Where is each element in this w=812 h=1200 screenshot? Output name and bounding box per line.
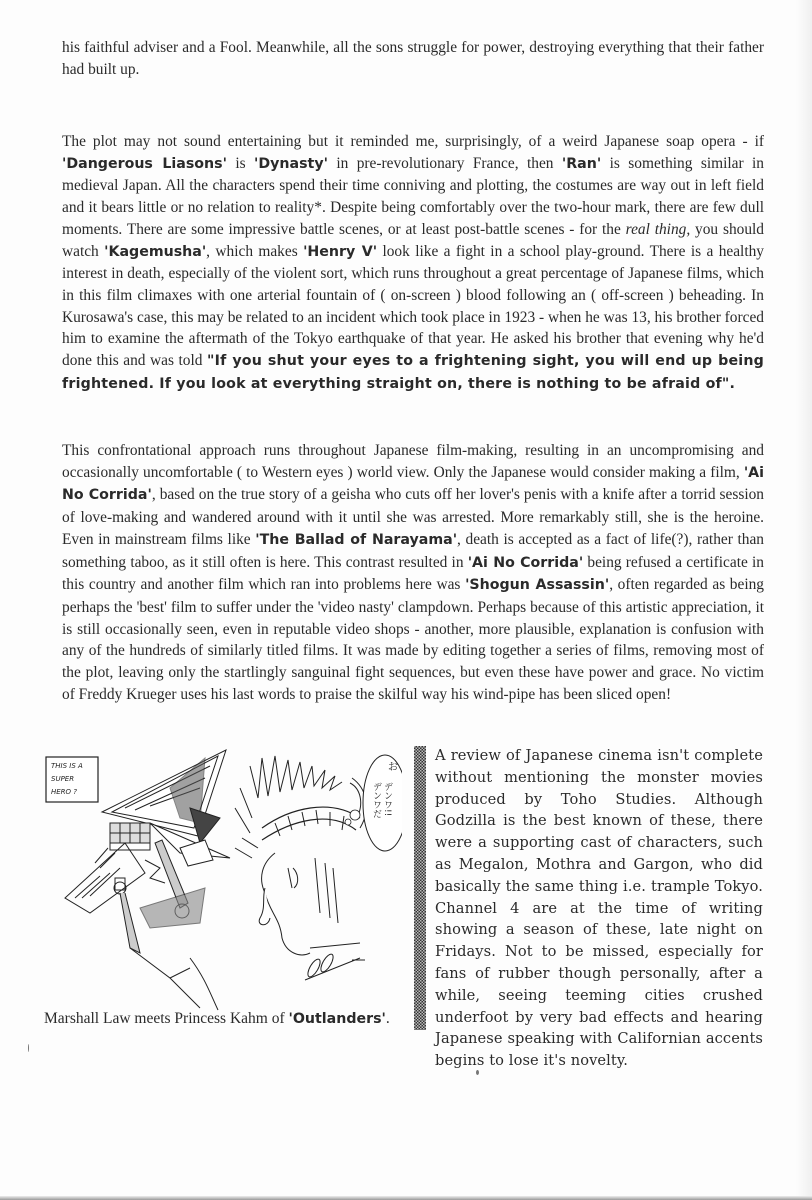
paragraph-2 [62,131,764,395]
film-title: 'The Ballad of Narayama' [255,531,458,548]
film-title: 'Ai No Corrida' [467,554,584,571]
paragraph-2-text [62,131,764,395]
page-edge-shadow [796,0,812,1200]
sidebar-column [435,745,763,1072]
text-run: being refused a certificate in this country and another film which ran into problems here was [62,553,764,594]
speech-line-1: お [388,762,398,773]
caption-box-line-1: THIS IS A [51,762,83,770]
paragraph-1-text: his faithful adviser and a Fool. Meanwhile, all the sons struggle for power, destroying everything that their father had built up. [62,39,764,78]
caption-period: . [385,1010,390,1027]
film-title: 'Dangerous Liasons' [62,155,227,172]
caption-box-line-3: HERO ? [51,788,78,796]
text-run: is [226,154,255,172]
paper-speck [476,1070,479,1075]
sidebar-text: A review of Japanese cinema isn't complete without mentioning the monster movies produced by Toho Studies. Although Godzilla is the best known of these, there were a supporting cast of characters, such as Megalon, Mothra and Gargon, who did basically the same thing i.e. trample Tokyo. Channel 4 are at the time of writing showing a season of these, late night on Fridays. Not to be missed, especially for fans of rubber though personally, after a while, seeing teeming cities crushed underfoot by very bad effects and hearing Japanese speaking with Californian accents begins to lose it's novelty. [435,747,763,1070]
film-title: 'Kagemusha' [104,243,207,260]
paragraph-1 [62,37,764,80]
text-run: , often regarded as being perhaps the 'best' film to suffer under the 'video nasty' clampdown. Perhaps because of this artistic appreciation, it is still occasionally seen, even in reputable video shops - another, more plausible, explanation is confusion with any of the hundreds of similarly titled films. It was made by editing together a series of films, removing most of the plot, leaving only the startlingly sanguinal fight sequences, but even these have power and grace. No victim of Freddy Krueger uses his last words to praise the skilful way his wind-pipe has been sliced open! [62,576,765,703]
princess-kahm-figure [235,756,366,980]
film-title: 'Ran' [561,155,602,172]
caption-text: Marshall Law meets Princess Kahm of [44,1010,289,1027]
text-run: is something similar in medieval Japan. All the characters spend their time conniving and plotting, the costumes are way out in left field and it bears little or no relation to reality*. Despite being comfortably over the two-hour mark, there are few dull moments. There are some impressive battle scenes, or at least post-battle scenes - for the [62,154,764,238]
text-run: , based on the true story of a geisha who cuts off her lover's penis with a knife after a torrid session of love-making and wandered around with it until she was arrested. More remarkably still, she is the heroine. Even in mainstream films like [62,486,764,548]
caption-film-title: 'Outlanders' [288,1011,386,1027]
italic-emphasis: real thing, [625,220,691,238]
film-title: 'Dynasty' [254,155,328,172]
text-run: look like a fight in a school play-ground. There is a healthy interest in death, especially of the violent sort, which runs throughout a great percentage of Japanese films, which in this film climaxes with one arterial fountain of ( on-screen ) blood following an ( off-screen ) beheading. In Kurosawa's case, this may be related to an incident which took place in 1923 - when he was 13, his brother forced him to examine the aftermath of the Tokyo earthquake of that year. He asked his brother that evening why he'd done this and was told [62,242,764,370]
text-run: , which makes [206,242,304,260]
illustration-caption [44,1010,390,1028]
paper-speck [28,1044,29,1052]
page-bottom-edge [0,1196,812,1200]
manga-illustration [30,748,402,1013]
speech-line-3: デンワ!! [382,782,392,817]
text-run: This confrontational approach runs throughout Japanese film-making, resulting in an uncompromising and occasionally uncomfortable ( to Western eyes ) world view. Only the Japanese would consider making a film, [62,442,764,481]
film-title: 'Shogun Assassin' [465,577,610,594]
illustration-drawing [30,748,402,1013]
text-run: in pre-revolutionary France, then [327,154,562,172]
film-title: 'Henry V' [303,243,378,260]
caption-box-line-2: SUPER [51,775,75,783]
film-title: 'Ai No Corrida' [62,464,764,504]
checkered-divider [414,746,426,1030]
kurosawa-quote: "If you shut your eyes to a frightening sight, you will end up being frightened. If you look at everything straight on, there is nothing to be afraid of". [62,353,764,392]
text-run: , death is accepted as a fact of life(?), rather than something taboo, as it still often is here. This contrast resulted in [62,530,764,571]
text-run: you should watch [62,220,764,260]
text-run: The plot may not sound entertaining but it reminded me, surprisingly, of a weird Japanese soap opera - if [62,133,764,150]
speech-bubble [345,755,402,851]
paragraph-3 [62,440,764,705]
paragraph-3-text [62,440,764,705]
speech-line-2: デンワだ [371,782,381,818]
